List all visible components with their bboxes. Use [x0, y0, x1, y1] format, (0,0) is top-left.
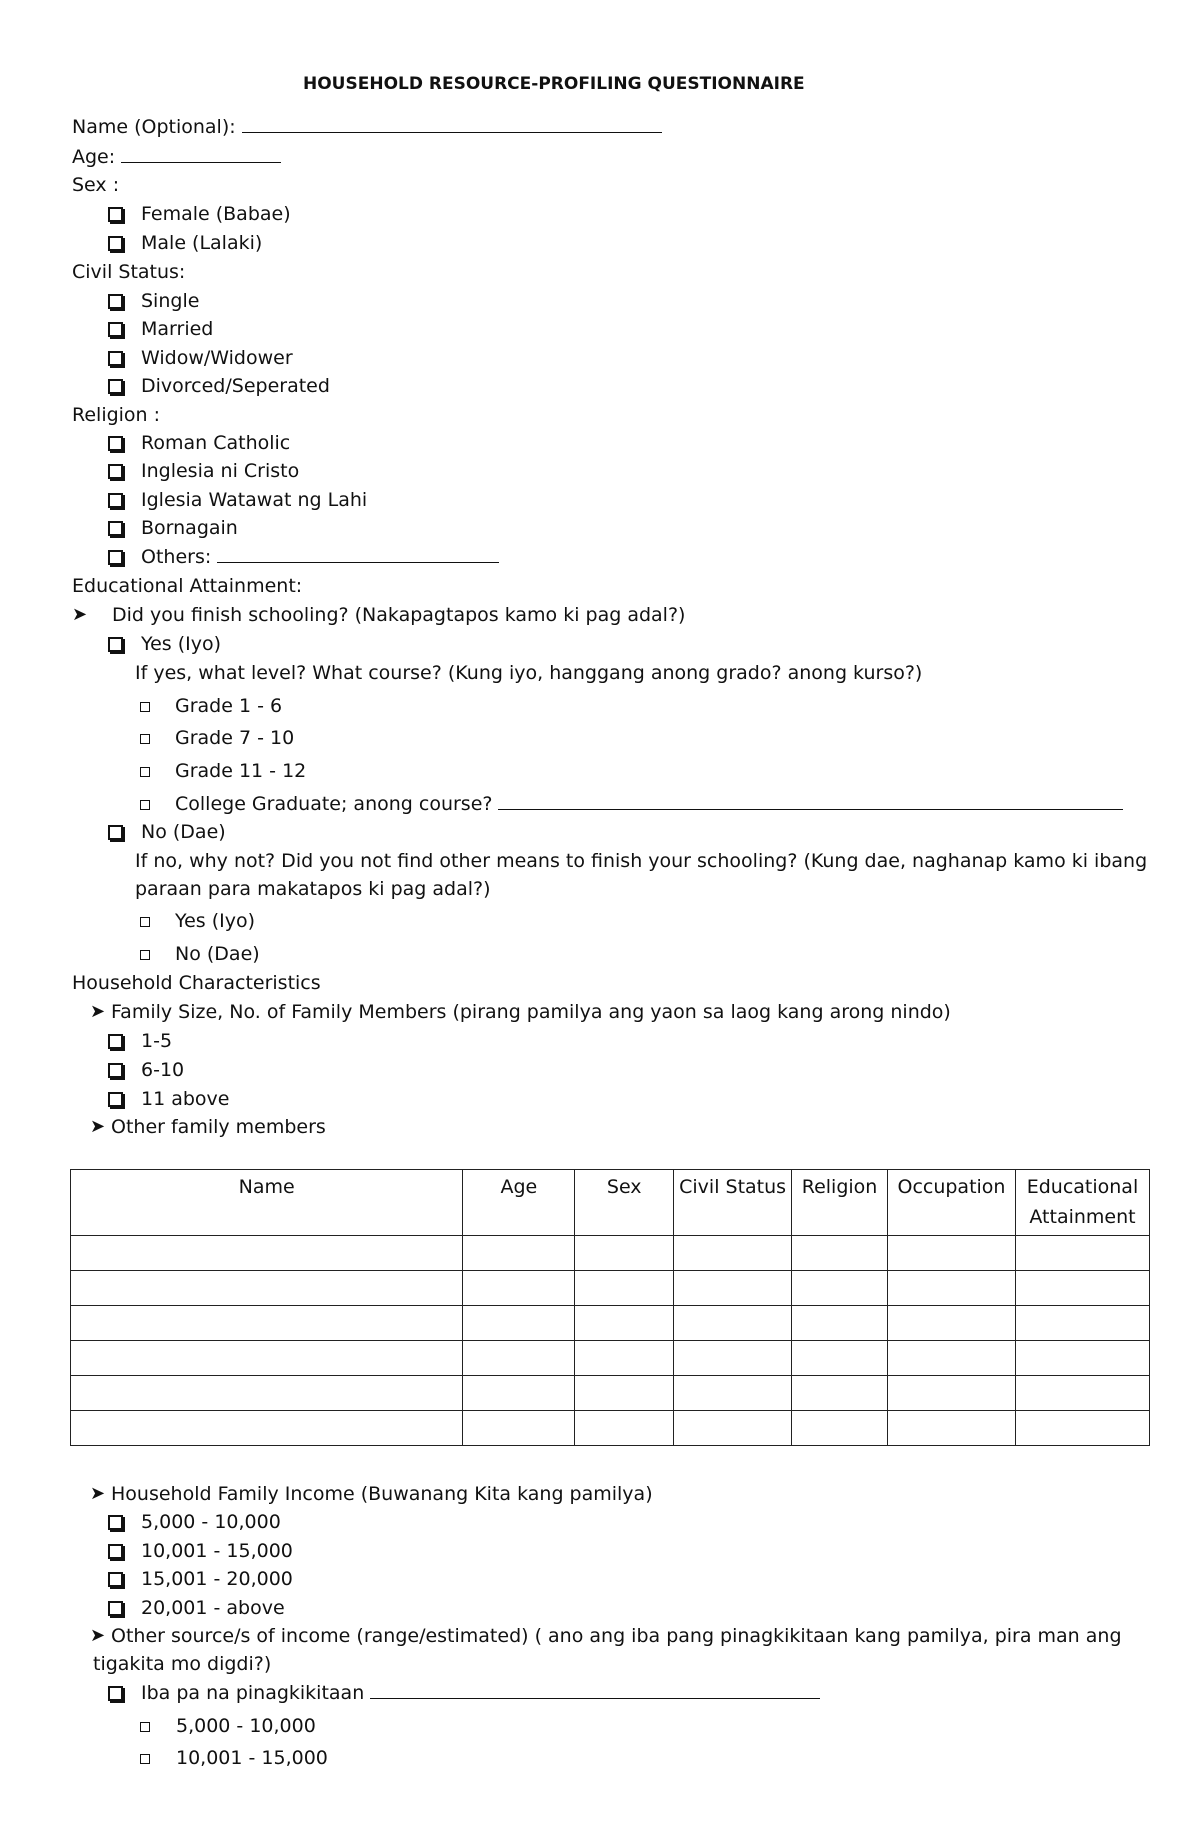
age-field[interactable] — [72, 143, 281, 171]
table-cell[interactable] — [888, 1376, 1016, 1411]
option-grade-1-6: Grade 1 - 6 — [175, 695, 283, 717]
header-educational-attainment: Educational Attainment — [1015, 1170, 1149, 1236]
others-blank-line[interactable] — [217, 544, 499, 563]
table-cell[interactable] — [71, 1411, 463, 1446]
header-sex: Sex — [575, 1170, 674, 1236]
checkbox-married[interactable] — [108, 322, 123, 337]
table-cell[interactable] — [463, 1236, 575, 1271]
other-income-question-line2: tigakita mo digdi?) — [93, 1653, 272, 1675]
sex-label: Sex : — [72, 174, 120, 196]
table-cell[interactable] — [888, 1271, 1016, 1306]
college-label: College Graduate; anong course? — [175, 793, 493, 815]
table-cell[interactable] — [463, 1376, 575, 1411]
table-cell[interactable] — [674, 1341, 792, 1376]
table-cell[interactable] — [575, 1411, 674, 1446]
option-other-means-yes: Yes (Iyo) — [175, 910, 256, 932]
table-cell[interactable] — [792, 1236, 888, 1271]
checkbox-male[interactable] — [108, 236, 123, 251]
checkbox-grade-7-10[interactable] — [140, 734, 150, 744]
table-cell[interactable] — [888, 1236, 1016, 1271]
religion-label: Religion : — [72, 404, 161, 426]
checkbox-income-2[interactable] — [108, 1544, 123, 1559]
table-cell[interactable] — [674, 1376, 792, 1411]
table-cell[interactable] — [888, 1306, 1016, 1341]
option-other-income-2: 10,001 - 15,000 — [176, 1747, 328, 1769]
table-row — [71, 1236, 1150, 1271]
arrow-bullet-icon: ➤ — [90, 1483, 106, 1504]
age-blank-line[interactable] — [121, 144, 281, 163]
checkbox-other-means-yes[interactable] — [140, 917, 150, 927]
checkbox-college[interactable] — [140, 800, 150, 810]
option-male: Male (Lalaki) — [141, 232, 263, 254]
header-name: Name — [71, 1170, 463, 1236]
checkbox-size-1-5[interactable] — [108, 1034, 123, 1049]
table-row — [71, 1271, 1150, 1306]
checkbox-widow[interactable] — [108, 351, 123, 366]
other-income-question-line1: Other source/s of income (range/estimated) ( ano ang iba pang pinagkikitaan kang pamilya, pira man ang — [111, 1625, 1122, 1647]
option-married: Married — [141, 318, 214, 340]
other-members-label: Other family members — [111, 1116, 326, 1138]
civil-status-label: Civil Status: — [72, 261, 186, 283]
table-row — [71, 1411, 1150, 1446]
table-cell[interactable] — [575, 1236, 674, 1271]
table-cell[interactable] — [674, 1236, 792, 1271]
option-income-2: 10,001 - 15,000 — [141, 1540, 293, 1562]
option-others[interactable] — [141, 543, 499, 571]
option-single: Single — [141, 290, 200, 312]
table-cell[interactable] — [463, 1341, 575, 1376]
table-cell[interactable] — [674, 1411, 792, 1446]
option-inglesia: Inglesia ni Cristo — [141, 460, 300, 482]
option-grade-11-12: Grade 11 - 12 — [175, 760, 307, 782]
option-other-means-no: No (Dae) — [175, 943, 260, 965]
table-header-row — [71, 1170, 1150, 1236]
option-size-11-above: 11 above — [141, 1088, 230, 1110]
table-cell[interactable] — [71, 1341, 463, 1376]
checkbox-schooling-no[interactable] — [108, 825, 123, 840]
option-bornagain: Bornagain — [141, 517, 238, 539]
checkbox-income-3[interactable] — [108, 1572, 123, 1587]
table-cell[interactable] — [575, 1376, 674, 1411]
arrow-bullet-icon: ➤ — [90, 1116, 106, 1137]
age-label: Age: — [72, 146, 116, 168]
option-schooling-yes: Yes (Iyo) — [141, 633, 222, 655]
checkbox-grade-1-6[interactable] — [140, 702, 150, 712]
checkbox-other-income-2[interactable] — [140, 1754, 150, 1764]
checkbox-size-6-10[interactable] — [108, 1063, 123, 1078]
option-roman-catholic: Roman Catholic — [141, 432, 291, 454]
iba-pa-label: Iba pa na pinagkikitaan — [141, 1682, 365, 1704]
table-cell[interactable] — [1015, 1271, 1149, 1306]
yes-followup-question: If yes, what level? What course? (Kung iyo, hanggang anong grado? anong kurso?) — [135, 662, 923, 684]
education-label: Educational Attainment: — [72, 575, 303, 597]
family-size-question: Family Size, No. of Family Members (pirang pamilya ang yaon sa laog kang arong nindo) — [111, 1001, 951, 1023]
table-cell[interactable] — [575, 1306, 674, 1341]
name-label: Name (Optional): — [72, 116, 236, 138]
checkbox-roman-catholic[interactable] — [108, 436, 123, 451]
table-cell[interactable] — [888, 1411, 1016, 1446]
table-cell[interactable] — [71, 1376, 463, 1411]
table-cell[interactable] — [792, 1376, 888, 1411]
family-members-table — [70, 1169, 1150, 1446]
checkbox-other-income-1[interactable] — [140, 1722, 150, 1732]
arrow-bullet-icon: ➤ — [90, 1001, 106, 1022]
option-size-6-10: 6-10 — [141, 1059, 185, 1081]
header-religion: Religion — [792, 1170, 888, 1236]
checkbox-schooling-yes[interactable] — [108, 637, 123, 652]
checkbox-iglesia-watawat[interactable] — [108, 493, 123, 508]
table-row — [71, 1306, 1150, 1341]
option-female: Female (Babae) — [141, 203, 291, 225]
header-occupation: Occupation — [888, 1170, 1016, 1236]
checkbox-female[interactable] — [108, 207, 123, 222]
checkbox-single[interactable] — [108, 294, 123, 309]
option-grade-7-10: Grade 7 - 10 — [175, 727, 295, 749]
table-cell[interactable] — [792, 1271, 888, 1306]
checkbox-others[interactable] — [108, 550, 123, 565]
option-income-3: 15,001 - 20,000 — [141, 1568, 293, 1590]
income-question: Household Family Income (Buwanang Kita kang pamilya) — [111, 1483, 653, 1505]
checkbox-divorced[interactable] — [108, 379, 123, 394]
checkbox-size-11-above[interactable] — [108, 1092, 123, 1107]
household-label: Household Characteristics — [72, 972, 321, 994]
table-cell[interactable] — [71, 1236, 463, 1271]
table-row — [71, 1341, 1150, 1376]
no-followup-question-line2: paraan para makatapos ki pag adal?) — [135, 878, 491, 900]
table-cell[interactable] — [71, 1306, 463, 1341]
table-body — [71, 1236, 1150, 1446]
table-cell[interactable] — [888, 1341, 1016, 1376]
name-blank-line[interactable] — [242, 114, 662, 133]
checkbox-grade-11-12[interactable] — [140, 767, 150, 777]
header-civil-status: Civil Status — [674, 1170, 792, 1236]
header-age: Age — [463, 1170, 575, 1236]
option-divorced: Divorced/Seperated — [141, 375, 330, 397]
table-cell[interactable] — [575, 1341, 674, 1376]
option-college[interactable] — [175, 790, 1123, 818]
course-blank-line[interactable] — [498, 791, 1123, 810]
table-cell[interactable] — [674, 1306, 792, 1341]
option-income-4: 20,001 - above — [141, 1597, 285, 1619]
arrow-bullet-icon: ➤ — [90, 1625, 106, 1646]
option-iglesia-watawat: Iglesia Watawat ng Lahi — [141, 489, 368, 511]
table-cell[interactable] — [463, 1271, 575, 1306]
option-widow: Widow/Widower — [141, 347, 293, 369]
checkbox-income-4[interactable] — [108, 1601, 123, 1616]
table-cell[interactable] — [1015, 1306, 1149, 1341]
checkbox-bornagain[interactable] — [108, 521, 123, 536]
table-cell[interactable] — [71, 1271, 463, 1306]
checkbox-income-1[interactable] — [108, 1515, 123, 1530]
table-cell[interactable] — [792, 1341, 888, 1376]
table-cell[interactable] — [674, 1271, 792, 1306]
table-cell[interactable] — [463, 1306, 575, 1341]
page-title: HOUSEHOLD RESOURCE-PROFILING QUESTIONNAIRE — [303, 74, 805, 94]
table-cell[interactable] — [1015, 1376, 1149, 1411]
others-label: Others: — [141, 546, 212, 568]
table-cell[interactable] — [1015, 1236, 1149, 1271]
table-row — [71, 1376, 1150, 1411]
option-income-1: 5,000 - 10,000 — [141, 1511, 281, 1533]
table-cell[interactable] — [575, 1271, 674, 1306]
checkbox-iba-pa[interactable] — [108, 1686, 123, 1701]
no-followup-question-line1: If no, why not? Did you not find other means to finish your schooling? (Kung dae, naghanap kamo ki ibang — [135, 850, 1148, 872]
iba-pa-blank-line[interactable] — [370, 1680, 820, 1699]
name-field[interactable] — [72, 113, 662, 141]
checkbox-other-means-no[interactable] — [140, 950, 150, 960]
arrow-bullet-icon: ➤ — [72, 604, 88, 625]
table-cell[interactable] — [792, 1306, 888, 1341]
table-cell[interactable] — [1015, 1341, 1149, 1376]
table-cell[interactable] — [463, 1411, 575, 1446]
option-iba-pa[interactable] — [141, 1679, 820, 1707]
schooling-question: Did you finish schooling? (Nakapagtapos kamo ki pag adal?) — [112, 604, 686, 626]
option-other-income-1: 5,000 - 10,000 — [176, 1715, 316, 1737]
table-cell[interactable] — [792, 1411, 888, 1446]
checkbox-inglesia[interactable] — [108, 464, 123, 479]
table-cell[interactable] — [1015, 1411, 1149, 1446]
option-size-1-5: 1-5 — [141, 1030, 173, 1052]
option-schooling-no: No (Dae) — [141, 821, 226, 843]
